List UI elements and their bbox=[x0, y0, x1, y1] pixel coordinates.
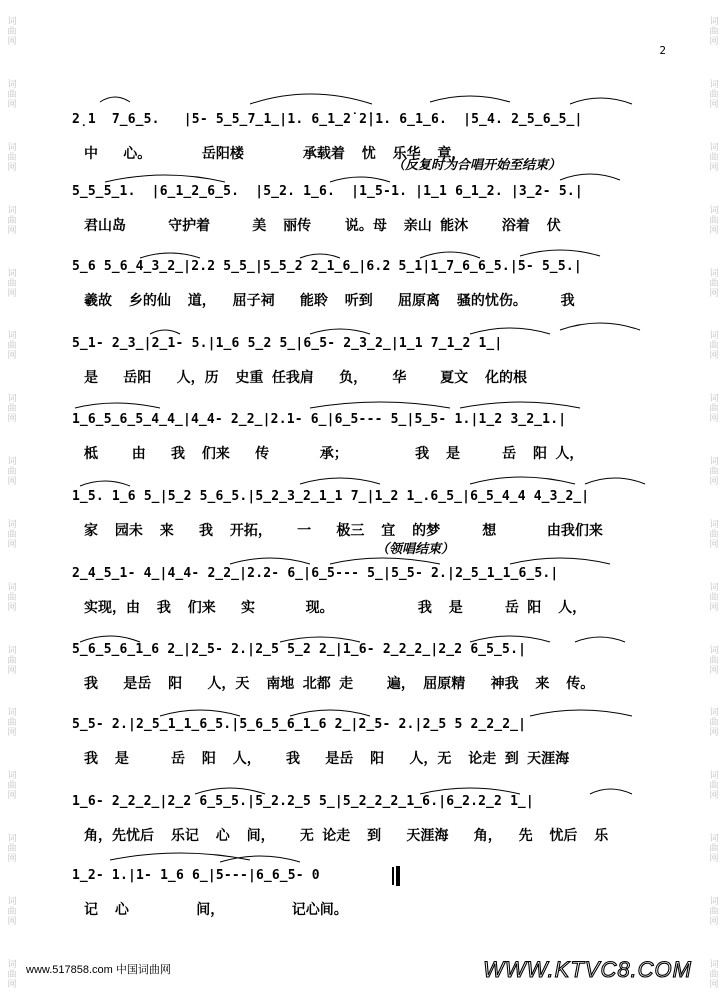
watermark-right: 词曲网 bbox=[707, 644, 718, 675]
watermark-left: 词曲网 bbox=[5, 518, 16, 549]
watermark-right: 词曲网 bbox=[707, 581, 718, 612]
watermark-right: 词曲网 bbox=[707, 832, 718, 863]
page-number: 2 bbox=[659, 44, 666, 57]
watermark-right: 词曲网 bbox=[707, 958, 718, 989]
score-system-10 bbox=[72, 790, 662, 860]
watermark-left: 词曲网 bbox=[5, 958, 16, 989]
watermark-left: 词曲网 bbox=[5, 79, 16, 110]
score-system-11 bbox=[72, 864, 662, 934]
notation-line: 5̲6 5̲6̲4̲3̲2̲|2.2 5̲5̲|5̲5̲2 2̲1̲6̲|6.2 5̲1|1̲7̲6̲6̲5.|5- 5̲5.| bbox=[72, 259, 582, 274]
final-barline bbox=[396, 866, 400, 886]
notation-line: 1̲5. 1̲6 5̲|5̲2 5̲6̲5.|5̲2̲3̲2̲1̲1 7̲|1̲2 1̲.6̲5̲|6̲5̲4̲4 4̲3̲2̲| bbox=[72, 489, 590, 504]
lyrics-line: 羲故 乡的仙 道， 屈子祠 能聆 听到 屈原离 骚的忧伤。 我 bbox=[84, 293, 575, 309]
watermark-left: 词曲网 bbox=[5, 456, 16, 487]
lyrics-line: 记 心 间， 记心间。 bbox=[84, 902, 348, 918]
left-watermark-strip bbox=[2, 0, 18, 1005]
watermark-right: 词曲网 bbox=[707, 204, 718, 235]
watermark-right: 词曲网 bbox=[707, 770, 718, 801]
watermark-left: 词曲网 bbox=[5, 330, 16, 361]
score-system-3 bbox=[72, 255, 662, 325]
lyrics-line: 家 园未 来 我 开拓， 一 极三 宜 的梦 想 由我们来 bbox=[84, 523, 603, 539]
lyrics-line: 中 心。 岳阳楼 承载着 忧 乐华 章， bbox=[84, 146, 466, 162]
notation-line: 2̲4̲5̲1- 4̲|4̲4- 2̲2̲|2.2- 6̲|6̲5--- 5̲|5̲5- 2.|2̲5̲1̲1̲6̲5.| bbox=[72, 566, 559, 581]
watermark-left: 词曲网 bbox=[5, 204, 16, 235]
notation-line: 2̣1 7̲6̲5. |5- 5̲5̲7̲1̲|1. 6̲1̲2̇ 2̇|1. 6̲1̲6. |5̲4. 2̲5̲6̲5̲| bbox=[72, 112, 583, 127]
watermark-left: 词曲网 bbox=[5, 895, 16, 926]
score-system-1 bbox=[72, 108, 662, 178]
notation-line: 1̲2- 1.|1- 1̲6 6̲|5---|6̲6̲5- 0 bbox=[72, 868, 320, 883]
watermark-right: 词曲网 bbox=[707, 707, 718, 738]
watermark-right: 词曲网 bbox=[707, 330, 718, 361]
score-system-9 bbox=[72, 713, 662, 783]
watermark-right: 词曲网 bbox=[707, 142, 718, 173]
watermark-left: 词曲网 bbox=[5, 393, 16, 424]
notation-line: 1̲6̲5̲6̲5̲4̲4̲|4̲4- 2̲2̲|2.1- 6̲|6̲5--- 5̲|5̲5- 1.|1̲2 3̲2̲1.| bbox=[72, 412, 567, 427]
lead-end-direction: （领唱结束） bbox=[376, 542, 455, 557]
watermark-left: 词曲网 bbox=[5, 16, 16, 47]
right-watermark-strip bbox=[704, 0, 720, 1005]
watermark-left: 词曲网 bbox=[5, 707, 16, 738]
watermark-right: 词曲网 bbox=[707, 16, 718, 47]
watermark-right: 词曲网 bbox=[707, 895, 718, 926]
lyrics-line: 我 是岳 阳 人，天 南地 北都 走 遍， 屈原精 神我 来 传。 bbox=[84, 676, 595, 692]
footer-site-link[interactable]: www.517858.com 中国词曲网 bbox=[26, 964, 171, 976]
notation-line: 5̲5̲5̲1. |6̲1̲2̲6̲5. |5̲2. 1̲6. |1̲5-1. |1̲1 6̲1̲2. |3̲2- 5.| bbox=[72, 184, 583, 199]
lyrics-line: 角，先忧后 乐记 心 间， 无 论走 到 天涯海 角， 先 忧后 乐 bbox=[84, 828, 609, 844]
lyrics-line: 柢 由 我 们来 传 承； 我 是 岳 阳 人， bbox=[84, 446, 584, 462]
watermark-left: 词曲网 bbox=[5, 142, 16, 173]
watermark-left: 词曲网 bbox=[5, 644, 16, 675]
notation-line: 1̲6- 2̲2̲2̲|2̲2 6̲5̲5.|5̲2.2̲5 5̲|5̲2̲2̲2̲1̲6.|6̲2.2̲2 1̲| bbox=[72, 794, 534, 809]
lyrics-line: 我 是 岳 阳 人， 我 是岳 阳 人，无 论走 到 天涯海 bbox=[84, 751, 570, 767]
watermark-left: 词曲网 bbox=[5, 770, 16, 801]
score-system-2 bbox=[72, 180, 662, 250]
notation-line: 5̲6̲5̲6̲1̲6 2̲|2̲5- 2.|2̲5 5̲2 2̲|1̲6- 2̲2̲2̲|2̲2 6̲5̲5.| bbox=[72, 642, 527, 657]
score-system-6 bbox=[72, 485, 662, 555]
score-system-5 bbox=[72, 408, 662, 478]
score-system-8 bbox=[72, 638, 662, 708]
watermark-right: 词曲网 bbox=[707, 456, 718, 487]
choir-direction: （反复时为合唱开始至结束） bbox=[392, 158, 562, 173]
watermark-left: 词曲网 bbox=[5, 832, 16, 863]
watermark-right: 词曲网 bbox=[707, 267, 718, 298]
score-system-7 bbox=[72, 562, 662, 632]
watermark-left: 词曲网 bbox=[5, 267, 16, 298]
lyrics-line: 君山岛 守护着 美 丽传 说。母 亲山 能沐 浴着 伏 bbox=[84, 218, 561, 234]
notation-line: 5̲1- 2̲3̲|2̲1- 5.|1̲6 5̲2 5̲|6̲5- 2̲3̲2̲|1̲1 7̲1̲2 1̲| bbox=[72, 336, 503, 351]
watermark-right: 词曲网 bbox=[707, 518, 718, 549]
lyrics-line: 是 岳阳 人，历 史重 任我肩 负， 华 夏文 化的根 bbox=[84, 370, 528, 386]
notation-line: 5̲5- 2.|2̲5̲1̲1̲6̲5.|5̲6̲5̲6̲1̲6 2̲|2̲5- 2.|2̲5 5 2̲2̲2̲| bbox=[72, 717, 527, 732]
watermark-right: 词曲网 bbox=[707, 393, 718, 424]
watermark-left: 词曲网 bbox=[5, 581, 16, 612]
score-system-4 bbox=[72, 332, 662, 402]
watermark-right: 词曲网 bbox=[707, 79, 718, 110]
footer-site-logo[interactable]: WWW.KTVC8.COM bbox=[483, 957, 692, 982]
lyrics-line: 实现，由 我 们来 实 现。 我 是 岳 阳 人， bbox=[84, 600, 587, 616]
